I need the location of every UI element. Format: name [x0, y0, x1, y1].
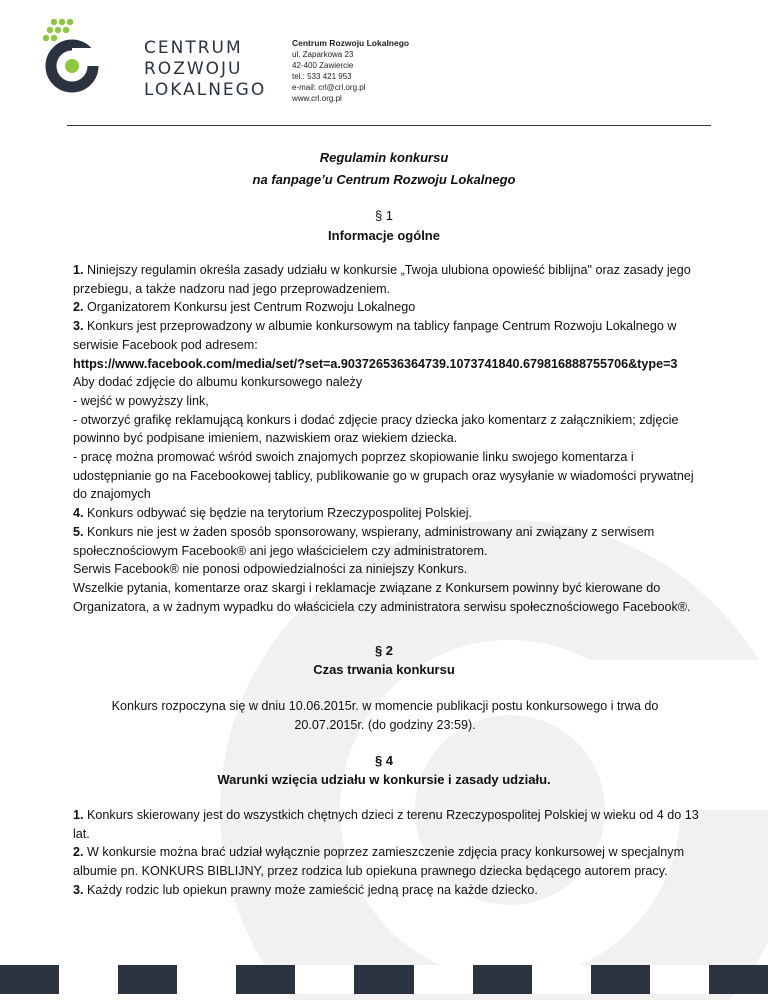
- sec4-point-1: [73, 806, 703, 843]
- point-text: Konkurs odbywać się będzie na terytorium Rzeczypospolitej Polskiej.: [83, 506, 473, 521]
- stripe: [59, 965, 118, 994]
- stripe: [473, 965, 532, 994]
- contact-city: 42-400 Zawiercie: [292, 61, 354, 70]
- stripe: [295, 965, 354, 994]
- stripe: [532, 965, 591, 994]
- section-2-number: § 2: [374, 643, 394, 658]
- section-1-number: § 1: [374, 208, 394, 223]
- point-text: Organizatorem Konkursu jest Centrum Rozwoju Lokalnego: [83, 300, 416, 315]
- section-4-body: [73, 806, 703, 900]
- logo-mark-icon: [40, 18, 144, 98]
- section-2-heading: Czas trwania konkursu: [313, 662, 455, 677]
- sec1-point-1: [73, 261, 703, 298]
- logo-line-1: CENTRUM: [144, 38, 243, 58]
- stripe: [177, 965, 236, 994]
- stripe: [354, 965, 413, 994]
- sec1-point-3: [73, 317, 703, 354]
- sec4-point-3: [73, 881, 703, 900]
- point-text: Konkurs skierowany jest do wszystkich chętnych dzieci z terenu Rzeczypospolitej Polskiej w wieku od 4 do 13 lat.: [73, 808, 699, 841]
- doc-title-line-2: na fanpage’u Centrum Rozwoju Lokalnego: [252, 172, 516, 187]
- section-4-heading: Warunki wzięcia udziału w konkursie i zasady udziału.: [217, 772, 551, 787]
- sec1-point-4: [73, 504, 703, 523]
- logo-wordmark: [144, 38, 266, 101]
- contact-street: ul. Zaparkowa 23: [292, 50, 354, 59]
- point-text: Konkurs jest przeprowadzony w albumie konkursowym na tablicy fanpage Centrum Rozwoju Lokalnego w serwisie Facebook pod adresem:: [73, 319, 677, 352]
- stripe: [709, 965, 768, 994]
- step-2: - otworzyć grafikę reklamującą konkurs i dodać zdjęcie pracy dziecka jako komentarz z załącznikiem; zdjęcie powinno być podpisane imieniem, nazwiskiem oraz wiekiem dziecka.: [73, 412, 679, 446]
- step-1: - wejść w powyższy link,: [73, 393, 209, 408]
- point-text: W konkursie można brać udział wyłącznie poprzez zamieszczenie zdjęcia pracy konkursowej w specjalnym albumie pn. KONKURS BIBLIJNY, przez rodzica lub opiekuna prawnego dziecka będącego autorem pracy.: [73, 845, 685, 879]
- section-4-number: § 4: [374, 753, 394, 768]
- stripe: [650, 965, 709, 994]
- point-number: 2.: [73, 300, 84, 315]
- stripe: [236, 965, 295, 994]
- contact-disclaimer: Wszelkie pytania, komentarze oraz skargi i reklamacje związane z Konkursem powinny być kierowane do Organizatora, a w żadnym wypadku do właściciela czy administratora serwisu społecznościowego Facebook®.: [73, 580, 691, 614]
- point-number: 4.: [73, 506, 84, 521]
- contact-phone: tel.: 533 421 953: [292, 72, 352, 81]
- point-number: 2.: [73, 845, 84, 860]
- point-number: 1.: [73, 263, 84, 277]
- logo-line-2: ROZWOJU: [144, 59, 243, 79]
- add-photo-intro: Aby dodać zdjęcie do albumu konkursowego należy: [73, 375, 363, 390]
- company-logo: [40, 18, 275, 98]
- stripe: [414, 965, 473, 994]
- section-1-body: [73, 261, 703, 616]
- stripe: [591, 965, 650, 994]
- section-2-text: Konkurs rozpoczyna się w dniu 10.06.2015r. w momencie publikacji postu konkursowego i trwa do 20.07.2015r. (do godziny 23:59).: [111, 699, 659, 732]
- album-link[interactable]: https://www.facebook.com/media/set/?set=a.903726536364739.1073741840.679816888755706&type=3: [73, 356, 678, 371]
- sec1-point-2: [73, 298, 703, 317]
- point-number: 1.: [73, 808, 84, 822]
- point-text: Niniejszy regulamin określa zasady udziału w konkursie „Twoja ulubiona opowieść biblijna" oraz zasady jego przebiegu, a także nadzoru nad jego przeprowadzeniem.: [73, 263, 691, 296]
- header-divider: [67, 125, 711, 126]
- logo-line-3: LOKALNEGO: [144, 80, 267, 100]
- stripe: [118, 965, 177, 994]
- step-3: - pracę można promować wśród swoich znajomych poprzez skopiowanie linku swojego komentarza i udostępnianie go na Facebookowej tablicy, publikowanie go w grupach oraz wysyłanie w wiadomości prywatnej do znajomych: [73, 450, 694, 502]
- point-number: 3.: [73, 319, 84, 334]
- contact-email: e-mail: crl@crl.org.pl: [292, 83, 366, 92]
- point-text: Każdy rodzic lub opiekun prawny może zamieścić jedną pracę na każde dziecko.: [83, 882, 538, 897]
- section-1-heading: Informacje ogólne: [328, 228, 440, 243]
- contact-block: [292, 38, 409, 104]
- stripe: [0, 965, 59, 994]
- doc-title-line-1: Regulamin konkursu: [319, 150, 449, 165]
- contact-website: www.crl.org.pl: [292, 94, 342, 103]
- footer-stripes: [0, 965, 768, 994]
- sec1-point-5: [73, 523, 703, 560]
- point-number: 5.: [73, 524, 84, 539]
- facebook-disclaimer: Serwis Facebook® nie ponosi odpowiedzialności za niniejszy Konkurs.: [73, 562, 468, 577]
- sec4-point-2: [73, 843, 703, 880]
- point-text: Konkurs nie jest w żaden sposób sponsorowany, wspierany, administrowany ani związany z serwisem społecznościowym Facebook® ani jego właścicielem czy administratorem.: [73, 524, 655, 558]
- contact-org: Centrum Rozwoju Lokalnego: [292, 38, 410, 48]
- point-number: 3.: [73, 882, 84, 897]
